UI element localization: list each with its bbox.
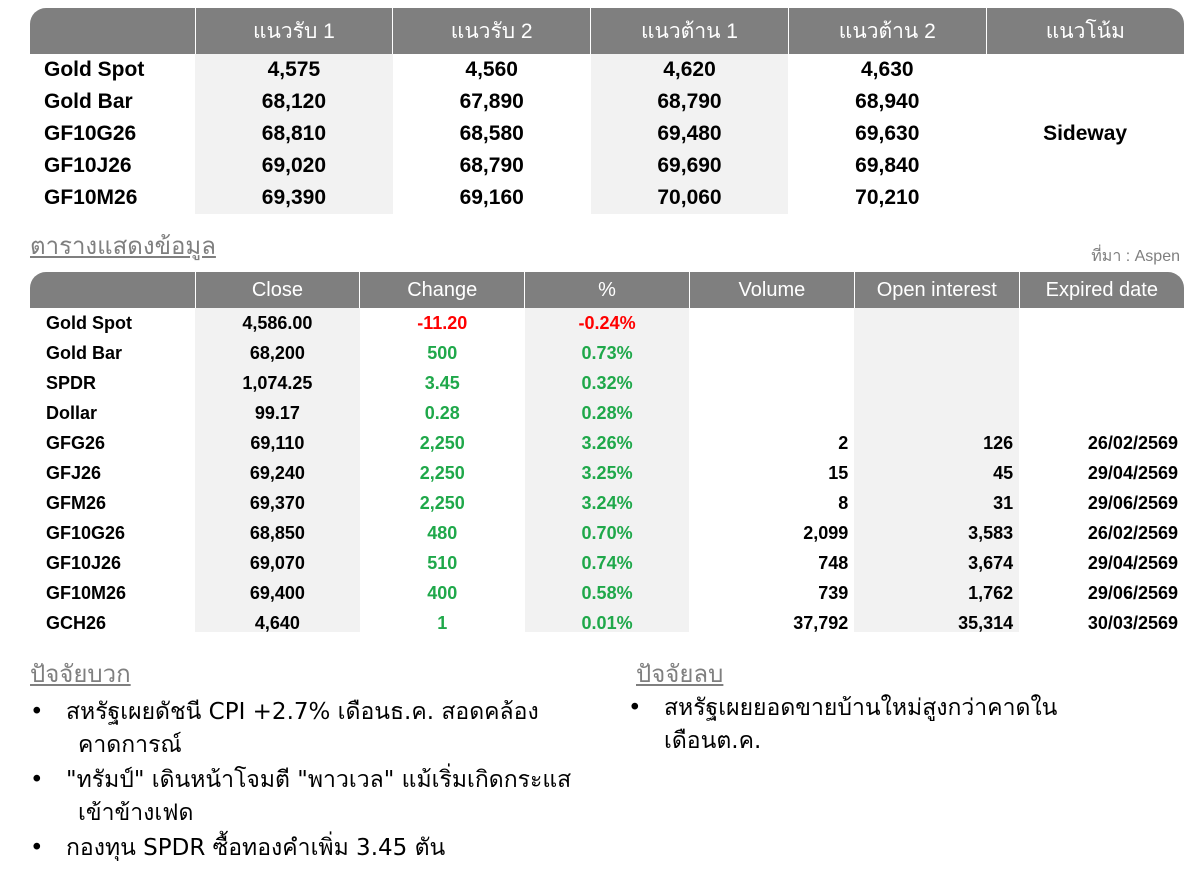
resistance-1-value: 4,620: [591, 54, 789, 86]
resistance-2-value: 68,940: [855, 90, 920, 113]
table-row: [30, 54, 1184, 86]
table-row: [30, 488, 1184, 518]
close-value: 4,586.00: [195, 308, 360, 338]
row-label: GFM26: [46, 492, 107, 513]
market-data-table: [30, 272, 1184, 632]
percent-value: 0.70%: [525, 518, 690, 548]
support-2-value: 4,560: [465, 58, 518, 81]
factor-line: "ทรัมป์" เดินหน้าโจมตี "พาวเวล" แม้เริ่มเกิดกระแส: [66, 767, 572, 793]
factor-line: สหรัฐเผยยอดขายบ้านใหม่สูงกว่าคาดใน: [664, 695, 1058, 721]
list-item: [628, 692, 1188, 758]
volume-value: 748: [818, 552, 849, 573]
change-value: 1: [437, 612, 448, 632]
row-label: SPDR: [46, 372, 97, 393]
close-value: 69,370: [195, 488, 360, 518]
expired-date-value: 30/03/2569: [1087, 612, 1178, 632]
header-open-interest: Open interest: [854, 272, 1019, 308]
header-trend: แนวโน้ม: [986, 8, 1184, 54]
resistance-1-value: 69,690: [591, 150, 789, 182]
resistance-1-value: 68,790: [591, 86, 789, 118]
expired-date-value: 29/06/2569: [1087, 492, 1178, 513]
support-1-value: 69,020: [195, 150, 393, 182]
open-interest-value: [854, 338, 1019, 368]
percent-value: 0.58%: [525, 578, 690, 608]
support-1-value: 68,810: [195, 118, 393, 150]
volume-value: 739: [818, 582, 849, 603]
corner-header: [30, 272, 195, 308]
row-label: GF10M26: [44, 186, 138, 209]
table-row: [30, 368, 1184, 398]
support-2-value: 68,580: [459, 122, 524, 145]
list-item: [30, 696, 630, 762]
percent-value: 3.25%: [525, 458, 690, 488]
support-1-value: 4,575: [195, 54, 393, 86]
change-value: 3.45: [424, 372, 460, 393]
header-volume: Volume: [689, 272, 854, 308]
header-resistance-2: แนวต้าน 2: [788, 8, 986, 54]
table-row: [30, 458, 1184, 488]
support-2-value: 67,890: [459, 90, 524, 113]
support-1-value: 69,390: [195, 182, 393, 214]
list-item: [30, 764, 630, 830]
support-resistance-table: [30, 8, 1184, 214]
table-row: [30, 518, 1184, 548]
expired-date-value: [1019, 308, 1184, 338]
header-resistance-1: แนวต้าน 1: [591, 8, 789, 54]
negative-factors-list: [628, 692, 1188, 760]
resistance-2-value: 70,210: [855, 186, 920, 209]
open-interest-value: 35,314: [854, 608, 1019, 632]
row-label: Dollar: [46, 402, 98, 423]
header-close: Close: [195, 272, 360, 308]
factor-line: กองทุน SPDR ซื้อทองคำเพิ่ม 3.45 ตัน: [66, 835, 446, 861]
percent-value: 3.24%: [525, 488, 690, 518]
open-interest-value: 3,674: [854, 548, 1019, 578]
change-value: 2,250: [419, 492, 465, 513]
open-interest-value: [854, 398, 1019, 428]
table-row: [30, 308, 1184, 338]
resistance-2-value: 4,630: [861, 58, 914, 81]
bullet-icon: •: [30, 767, 44, 793]
volume-value: [689, 338, 854, 368]
table-row: [30, 608, 1184, 632]
table-row: [30, 398, 1184, 428]
row-label: GF10G26: [46, 522, 126, 543]
table-row: [30, 338, 1184, 368]
bullet-icon: •: [30, 699, 44, 725]
header-percent: %: [525, 272, 690, 308]
close-value: 69,070: [195, 548, 360, 578]
open-interest-value: 126: [854, 428, 1019, 458]
support-2-value: 68,790: [459, 154, 524, 177]
volume-value: [689, 368, 854, 398]
expired-date-value: [1019, 368, 1184, 398]
row-label: Gold Bar: [46, 342, 123, 363]
resistance-2-value: 69,630: [855, 122, 920, 145]
trend-value: Sideway: [986, 54, 1184, 214]
row-label: GF10J26: [46, 552, 122, 573]
row-label: GFJ26: [46, 462, 102, 483]
change-value: 500: [427, 342, 458, 363]
volume-value: [689, 398, 854, 428]
expired-date-value: 29/06/2569: [1087, 582, 1178, 603]
table-row: [30, 578, 1184, 608]
row-label: GF10J26: [44, 154, 132, 177]
data-table-title: ตารางแสดงข้อมูล: [30, 232, 216, 260]
change-value: -11.20: [417, 312, 468, 333]
close-value: 99.17: [195, 398, 360, 428]
close-value: 4,640: [195, 608, 360, 632]
close-value: 69,110: [195, 428, 360, 458]
expired-date-value: 29/04/2569: [1087, 552, 1178, 573]
factor-line-continued: คาดการณ์: [78, 732, 182, 758]
open-interest-value: 3,583: [854, 518, 1019, 548]
row-label: GFG26: [46, 432, 106, 453]
header-support-1: แนวรับ 1: [195, 8, 393, 54]
open-interest-value: [854, 308, 1019, 338]
close-value: 69,400: [195, 578, 360, 608]
resistance-2-value: 69,840: [855, 154, 920, 177]
volume-value: 15: [828, 462, 849, 483]
percent-value: 0.73%: [525, 338, 690, 368]
corner-header: [30, 8, 195, 54]
volume-value: 37,792: [793, 612, 849, 632]
positive-factors-title: ปัจจัยบวก: [30, 660, 131, 688]
row-label: Gold Bar: [44, 90, 133, 113]
close-value: 68,850: [195, 518, 360, 548]
row-label: GF10M26: [46, 582, 127, 603]
row-label: Gold Spot: [44, 58, 145, 81]
market-data-body: [30, 308, 1184, 632]
volume-value: [689, 308, 854, 338]
table-row: [30, 548, 1184, 578]
percent-value: 0.32%: [525, 368, 690, 398]
header-support-2: แนวรับ 2: [393, 8, 591, 54]
change-value: 400: [427, 582, 458, 603]
change-value: 510: [427, 552, 458, 573]
expired-date-value: 26/02/2569: [1087, 522, 1178, 543]
expired-date-value: [1019, 338, 1184, 368]
positive-factors-list: [30, 696, 630, 867]
row-label: GCH26: [46, 612, 107, 632]
open-interest-value: 45: [854, 458, 1019, 488]
volume-value: 8: [838, 492, 849, 513]
factor-line-continued: เข้าข้างเฟด: [78, 800, 194, 826]
volume-value: 2: [838, 432, 849, 453]
percent-value: 3.26%: [525, 428, 690, 458]
open-interest-value: 1,762: [854, 578, 1019, 608]
resistance-1-value: 69,480: [591, 118, 789, 150]
percent-value: 0.28%: [525, 398, 690, 428]
change-value: 0.28: [424, 402, 460, 423]
factor-line-continued: เดือนต.ค.: [664, 728, 762, 754]
open-interest-value: [854, 368, 1019, 398]
support-2-value: 69,160: [459, 186, 524, 209]
close-value: 1,074.25: [195, 368, 360, 398]
support-1-value: 68,120: [195, 86, 393, 118]
change-value: 480: [427, 522, 458, 543]
volume-value: 2,099: [803, 522, 849, 543]
list-item: [30, 832, 630, 865]
factor-line: สหรัฐเผยดัชนี CPI +2.7% เดือนธ.ค. สอดคล้อง: [66, 699, 539, 725]
change-value: 2,250: [419, 462, 465, 483]
percent-value: 0.74%: [525, 548, 690, 578]
source-note: ที่มา : Aspen: [1091, 248, 1180, 265]
open-interest-value: 31: [854, 488, 1019, 518]
header-change: Change: [360, 272, 525, 308]
percent-value: 0.01%: [525, 608, 690, 632]
bullet-icon: •: [628, 695, 642, 721]
row-label: GF10G26: [44, 122, 137, 145]
close-value: 68,200: [195, 338, 360, 368]
header-expired-date: Expired date: [1019, 272, 1184, 308]
percent-value: -0.24%: [525, 308, 690, 338]
change-value: 2,250: [419, 432, 465, 453]
negative-factors-title: ปัจจัยลบ: [636, 660, 724, 688]
bullet-icon: •: [30, 835, 44, 861]
table-row: [30, 428, 1184, 458]
close-value: 69,240: [195, 458, 360, 488]
resistance-1-value: 70,060: [591, 182, 789, 214]
expired-date-value: 29/04/2569: [1087, 462, 1178, 483]
expired-date-value: [1019, 398, 1184, 428]
expired-date-value: 26/02/2569: [1087, 432, 1178, 453]
row-label: Gold Spot: [46, 312, 132, 333]
